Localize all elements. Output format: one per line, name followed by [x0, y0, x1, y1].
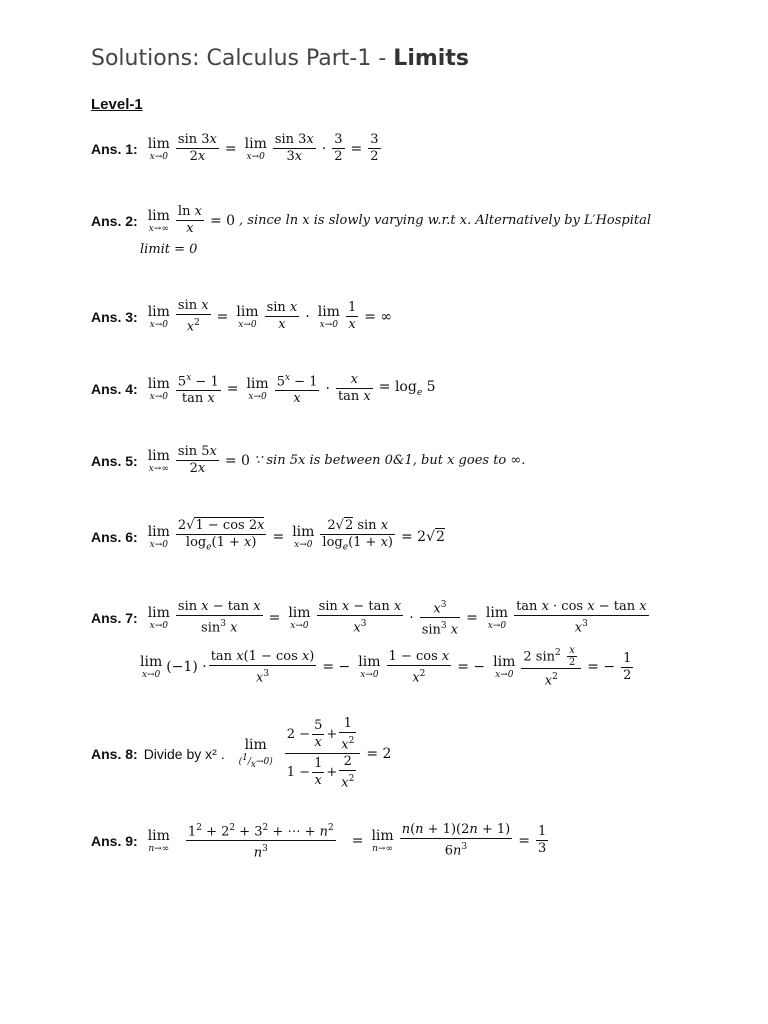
answer-1: Ans. 1: lim x→0 $\frac{\sin 3x}{2x}$ = lim x→0 $\frac{\sin 3x}{3x}$ · $\frac{3}{2}$ = $\frac{3}{2}$	[91, 132, 379, 164]
answer-9: Ans. 9: lim n→∞ $\frac{1^2 + 2^2 + 3^2 + \cdots + n^2}{n^3}$ = lim n→∞ $\frac{n(n + 1)(2n + 1)}{6n^3}$ = $\frac{1}{3}$	[91, 822, 547, 861]
answer-7-line2: lim x→0 (−1) · $\frac{\text{tan x(1 − cos x)}}{x^3}$ = − lim x→0 $\frac{\text{1 − cos x}}{x^2}$ = − lim x→0 2 $\sin^2$ $\frac{x}{2}$ $x^2$ = − $\frac{1}{2}$	[140, 645, 632, 689]
answer-8: Ans. 8: Divide by x² . lim $(^1/_x\to 0)$ 2 − $\frac{5}{x}$ + $\frac{1}{x^2}$ 1 − $\frac{1}{x}$ + $\frac{2}{x^2}$ = 2	[91, 716, 392, 791]
page-title: Solutions: Calculus Part-1 - Limits	[91, 46, 469, 71]
answer-2: Ans. 2: lim x→∞ $\frac{\text{ln x}}{x}$ = 0 , since ln x is slowly varying w.r.t x. Alternatively by L′Hospital	[91, 204, 652, 236]
answer-5: Ans. 5: lim x→∞ $\frac{\sin 5x}{2x}$ = 0 ∵ sin 5x is between 0&1, but x goes to ∞.	[91, 444, 526, 476]
answer-4: Ans. 4: lim x→0 $\frac{5^x - 1}{\text{tan x}}$ = lim x→0 $\frac{5^x - 1}{x}$ · $\frac{x}{\text{tan x}}$ = $\log_e 5$	[91, 372, 436, 407]
level-heading: Level-1	[91, 96, 143, 113]
answer-7: Ans. 7: lim x→0 $\frac{\text{sin x − tan x}}{\sin^3 x}$ = lim x→0 $\frac{\text{sin x − tan x}}{x^3}$ · $\frac{x^3}{\sin^3 x}$ = lim x→0 $\frac{\text{tan x · cos x − tan x}}{x^3}$	[91, 599, 647, 638]
answer-6: Ans. 6: lim x→0 $\frac{2√1 - \cos 2x}{\log_e(1 + x)}$ = lim x→0 $\frac{\text{2√2 sin x}}{\log_e(1 + x)}$ = 2√2	[91, 518, 445, 553]
answer-2-line2: limit = 0	[140, 242, 198, 257]
answer-3: Ans. 3: lim x→0 $\frac{\text{sin x}}{x^2}$ = lim x→0 $\frac{\text{sin x}}{x}$ · lim x→0 $\frac{1}{x}$ = ∞	[91, 298, 393, 335]
